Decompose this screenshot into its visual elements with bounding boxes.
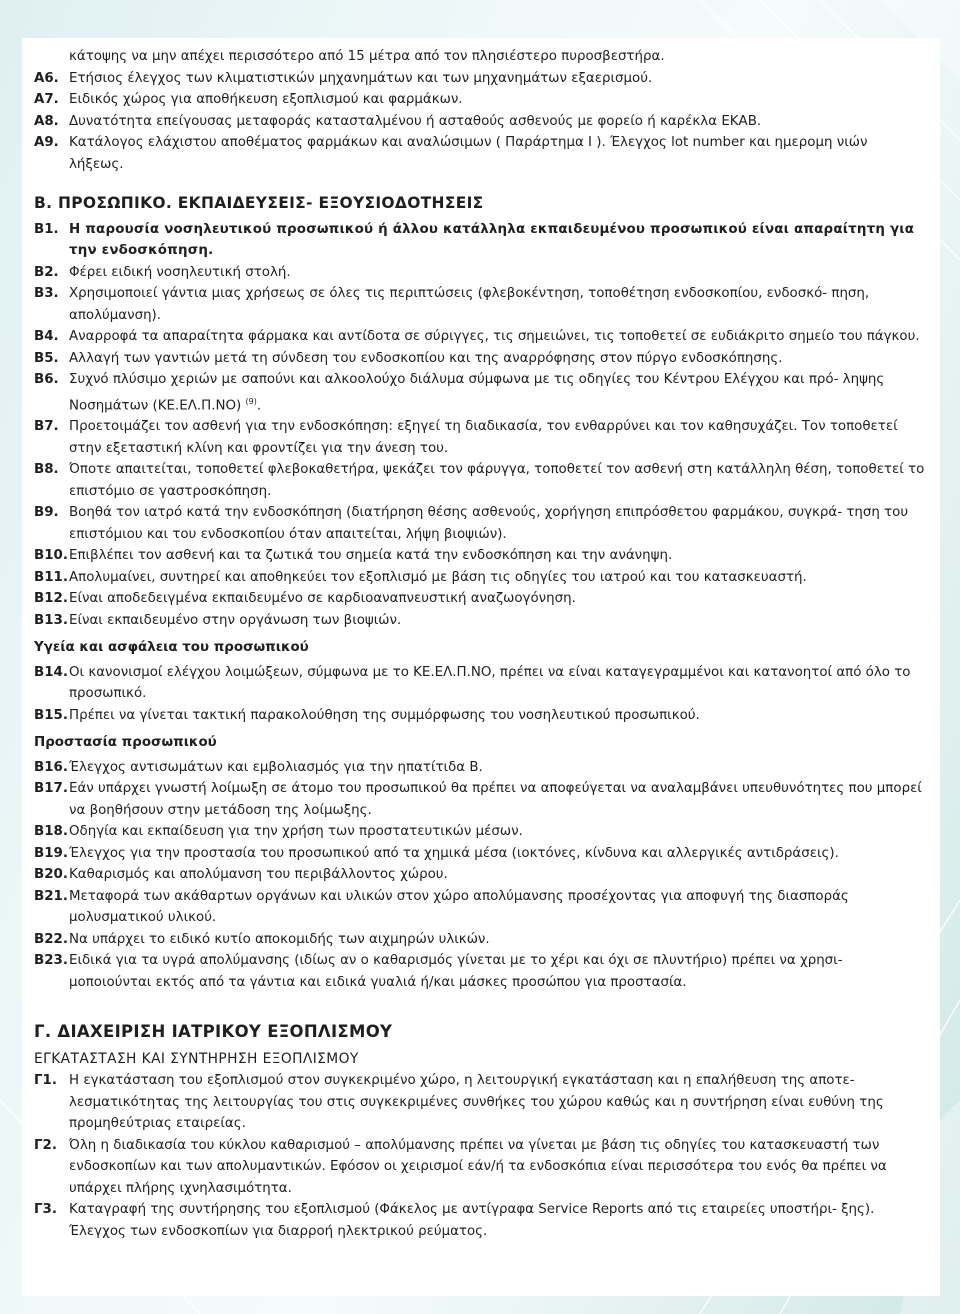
document-content xyxy=(34,46,926,1242)
list-item-c1 xyxy=(34,1070,926,1135)
item-code: Γ1. xyxy=(34,1073,57,1089)
list-item-a9 xyxy=(34,132,926,175)
item-text: Ετήσιος έλεγχος των κλιματιστικών μηχανημάτων και των μηχανημάτων εξαερισμού. xyxy=(69,70,653,86)
subheading-health-safety: Υγεία και ασφάλεια του προσωπικού xyxy=(34,640,309,656)
list-item-b20 xyxy=(34,864,926,886)
list-item-b19 xyxy=(34,843,926,865)
item-code: Β15. xyxy=(34,707,68,723)
item-text: Να υπάρχει το ειδικό κυτίο αποκομιδής των αιχμηρών υλικών. xyxy=(69,931,490,947)
list-item-b17 xyxy=(34,778,926,821)
list-item-b4 xyxy=(34,326,926,348)
item-text: Είναι αποδεδειγμένα εκπαιδευμένο σε καρδιοαναπνευστική αναζωογόνηση. xyxy=(69,591,576,607)
item-text: Καθαρισμός και απολύμανση του περιβάλλοντος χώρου. xyxy=(69,867,448,883)
item-text: Επιβλέπει τον ασθενή και τα ζωτικά του σημεία κατά την ενδοσκόπηση και την ανάνηψη. xyxy=(69,548,673,564)
item-code: Β11. xyxy=(34,569,68,585)
item-text: Συχνό πλύσιμο χεριών με σαπούνι και αλκοολούχο διάλυμα σύμφωνα με τις οδηγίες του Κέντρου Ελέγχου και πρό- ληψης Νοσημάτων (ΚΕ.ΕΛ.Π.ΝΟ) xyxy=(69,372,885,413)
list-item-b16 xyxy=(34,757,926,779)
item-code: Β22. xyxy=(34,931,68,947)
item-text: Αλλαγή των γαντιών μετά τη σύνδεση του ενδοσκοπίου και της αναρρόφησης στον πύργο ενδοσκόπησης. xyxy=(69,350,783,366)
item-code: Β9. xyxy=(34,505,59,521)
item-code: Β6. xyxy=(34,372,59,387)
list-item-b22 xyxy=(34,929,926,951)
item-text: Χρησιμοποιεί γάντια μιας χρήσεως σε όλες τις περιπτώσεις (φλεβοκέντηση, τοποθέτηση ενδοσκοπίου, ενδοσκό- πηση, απολύμανση). xyxy=(69,286,870,323)
list-item-a7 xyxy=(34,89,926,111)
item-code: Β4. xyxy=(34,329,59,344)
item-text: Κατάλογος ελάχιστου αποθέματος φαρμάκων και αναλώσιμων ( Παράρτημα Ι ). Έλεγχος lot number και ημερομη νιών λήξεως. xyxy=(69,135,868,172)
item-code: Β17. xyxy=(34,781,68,797)
item-code: Β14. xyxy=(34,664,68,680)
item-code: A9. xyxy=(34,135,59,150)
item-code: Β12. xyxy=(34,591,68,607)
reference-superscript: (9) xyxy=(245,396,257,406)
item-text: Έλεγχος για την προστασία του προσωπικού από τα χημικά μέσα (ιοκτόνες, κίνδυνα και αλλεργικές αντιδράσεις). xyxy=(69,845,839,861)
item-code: Β2. xyxy=(34,264,59,280)
section-heading-c: Γ. ΔΙΑΧΕΙΡΙΣΗ ΙΑΤΡΙΚΟΥ ΕΞΟΠΛΙΣΜΟΥ xyxy=(34,1022,393,1042)
item-text: Αναρροφά τα απαραίτητα φάρμακα και αντίδοτα σε σύριγγες, τις σημειώνει, τις τοποθετεί σε ευδιάκριτο σημείο του πάγκου. xyxy=(69,329,920,344)
item-text: Όποτε απαιτείται, τοποθετεί φλεβοκαθετήρα, ψεκάζει τον φάρυγγα, τοποθετεί τον ασθενή στη κατάλληλη θέση, τοποθετεί το επιστόμιο σε γαστροσκόπηση. xyxy=(69,462,925,499)
item-text: Όλη η διαδικασία του κύκλου καθαρισμού – απολύμανσης πρέπει να γίνεται με βάση τις οδηγίες του κατασκευαστή των ενδοσκοπίων και των απολυμαντικών. Εφόσον οι χειρισμοί εάν/ή τα ενδοσκόπια είναι περισσότερα του ενός θα πρέπει να υπάρχει πλήρης ιχνηλασιμότητα. xyxy=(69,1137,887,1196)
item-text: Φέρει ειδική νοσηλευτική στολή. xyxy=(69,264,291,280)
item-text: Μεταφορά των ακάθαρτων οργάνων και υλικών στον χώρο απολύμανσης προσέχοντας για αποφυγή της διασποράς μολυσματικού υλικού. xyxy=(69,888,849,926)
paragraph-continuation: κάτοψης να μην απέχει περισσότερο από 15 μέτρα από τον πλησιέστερο πυροσβεστήρα. xyxy=(69,49,665,64)
item-text: Είναι εκπαιδευμένο στην οργάνωση των βιοψιών. xyxy=(69,612,402,628)
item-text-end: . xyxy=(256,397,262,413)
item-code: A7. xyxy=(34,92,59,107)
list-item-a8 xyxy=(34,111,926,133)
item-text: Δυνατότητα επείγουσας μεταφοράς κατασταλμένου ή ασταθούς ασθενούς με φορείο ή καρέκλα ΕΚΑΒ. xyxy=(69,113,762,129)
item-text-wrapper xyxy=(69,369,926,416)
list-item-b7 xyxy=(34,416,926,459)
subheading-installation: ΕΓΚΑΤΑΣΤΑΣΗ ΚΑΙ ΣΥΝΤΗΡΗΣΗ ΕΞΟΠΛΙΣΜΟΥ xyxy=(34,1050,359,1067)
item-code: Β19. xyxy=(34,845,68,861)
item-code: Β20. xyxy=(34,867,68,883)
list-item-b15 xyxy=(34,705,926,727)
item-code: Β18. xyxy=(34,824,68,840)
list-item-b21 xyxy=(34,886,926,929)
item-text: Εάν υπάρχει γνωστή λοίμωξη σε άτομο του προσωπικού θα πρέπει να αποφεύγεται να αναλαμβάνει υπευθυνότητες που μπορεί να βοηθήσουν στην μετάδοση της λοίμωξης. xyxy=(69,781,922,818)
item-text: Οδηγία και εκπαίδευση για την χρήση των προστατευτικών μέσων. xyxy=(69,824,523,840)
item-text: Η εγκατάσταση του εξοπλισμού στον συγκεκριμένο χώρο, η λειτουργική εγκατάσταση και η επαλήθευση της αποτε- λεσματικότητας της λειτουργίας του στις συγκεκριμένες συνθήκες του χώρου καθώς και η συντήρηση είναι ευθύνη της προμηθεύτριας εταιρείας. xyxy=(69,1073,884,1132)
item-code: Β16. xyxy=(34,759,68,775)
list-item-a6 xyxy=(34,68,926,90)
list-item-b14 xyxy=(34,662,926,705)
list-item-b9 xyxy=(34,502,926,545)
item-code: Β23. xyxy=(34,953,68,969)
subheading-staff-protection: Προστασία προσωπικού xyxy=(34,735,217,751)
list-item-b1 xyxy=(34,219,926,262)
list-item-b10 xyxy=(34,545,926,567)
item-code: Γ2. xyxy=(34,1137,57,1153)
item-code: Β7. xyxy=(34,419,59,435)
item-code: Β13. xyxy=(34,612,68,628)
list-item-b13 xyxy=(34,610,926,632)
item-code: A8. xyxy=(34,113,59,129)
item-code: Β21. xyxy=(34,888,68,904)
list-item-b18 xyxy=(34,821,926,843)
item-text: Απολυμαίνει, συντηρεί και αποθηκεύει τον εξοπλισμό με βάση τις οδηγίες του ιατρού και του κατασκευαστή. xyxy=(69,569,807,585)
list-item-c3 xyxy=(34,1199,926,1242)
item-code: Β1. xyxy=(34,221,59,237)
item-code: Β10. xyxy=(34,548,68,564)
item-text: Βοηθά τον ιατρό κατά την ενδοσκόπηση (διατήρηση θέσης ασθενούς, χορήγηση επιπρόσθετου φαρμάκου, συγκρά- τηση του επιστόμιου και του ενδοσκοπίου όταν απαιτείται, λήψη βιοψιών). xyxy=(69,505,909,542)
item-text: Έλεγχος αντισωμάτων και εμβολιασμός για την ηπατίτιδα Β. xyxy=(69,759,483,775)
item-text: Οι κανονισμοί ελέγχου λοιμώξεων, σύμφωνα με το ΚΕ.ΕΛ.Π.ΝΟ, πρέπει να είναι καταγεγραμμένοι και κατανοητοί από όλο το προσωπικό. xyxy=(69,664,911,702)
item-text: Ειδικός χώρος για αποθήκευση εξοπλισμού και φαρμάκων. xyxy=(69,92,463,107)
list-item-b11 xyxy=(34,567,926,589)
list-item-b12 xyxy=(34,588,926,610)
item-text: Η παρουσία νοσηλευτικού προσωπικού ή άλλου κατάλληλα εκπαιδευμένου προσωπικού είναι απαραίτητη για την ενδοσκόπηση. xyxy=(69,221,915,258)
item-code: Β8. xyxy=(34,462,59,478)
item-text: Ειδικά για τα υγρά απολύμανσης (ιδίως αν ο καθαρισμός γίνεται με το χέρι και όχι σε πλυντήριο) πρέπει να χρησι- μοποιούνται εκτός από τα γάντια και ειδικά γυαλιά ή/και μάσκες προσώπου για προστασία. xyxy=(69,953,843,990)
list-item-c2 xyxy=(34,1135,926,1200)
list-item-b2 xyxy=(34,262,926,284)
list-item-b8 xyxy=(34,459,926,502)
item-text: Καταγραφή της συντήρησης του εξοπλισμού (Φάκελος με αντίγραφα Service Reports από τις εταιρείες υποστήρι- ξης). Έλεγχος των ενδοσκοπίων για διαρροή ηλεκτρικού ρεύματος. xyxy=(69,1202,875,1239)
item-code: Γ3. xyxy=(34,1202,57,1218)
item-code: Β3. xyxy=(34,286,59,301)
item-text: Προετοιμάζει τον ασθενή για την ενδοσκόπηση: εξηγεί τη διαδικασία, τον ενθαρρύνει και τον καθησυχάζει. Τον τοποθετεί στην εξεταστική κλίνη και φροντίζει για την άνεση του. xyxy=(69,419,898,456)
item-code: A6. xyxy=(34,70,59,86)
list-item-b5 xyxy=(34,348,926,370)
list-item-b6 xyxy=(34,369,926,416)
item-text: Πρέπει να γίνεται τακτική παρακολούθηση της συμμόρφωσης του νοσηλευτικού προσωπικού. xyxy=(69,707,700,723)
document-page xyxy=(22,38,940,1296)
section-heading-b: Β. ΠΡΟΣΩΠΙΚΟ. ΕΚΠΑΙΔΕΥΣΕΙΣ- ΕΞΟΥΣΙΟΔΟΤΗΣΕΙΣ xyxy=(34,194,484,212)
list-item-b3 xyxy=(34,283,926,326)
list-item-b23 xyxy=(34,950,926,993)
item-code: Β5. xyxy=(34,350,59,366)
